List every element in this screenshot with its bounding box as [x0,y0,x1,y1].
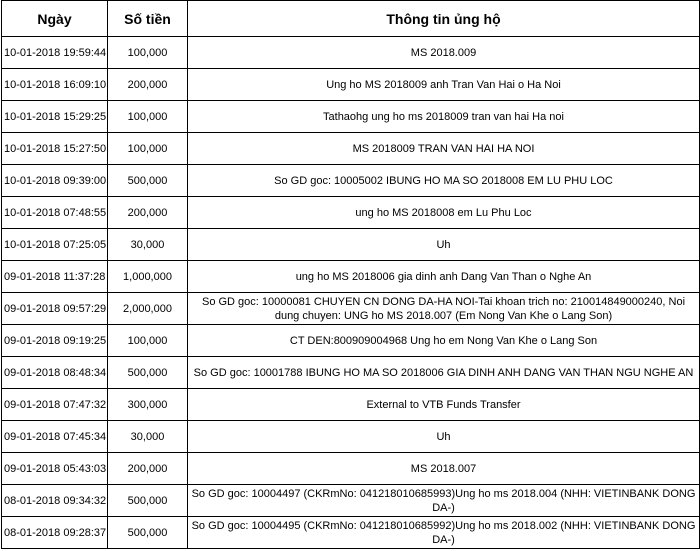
cell-date: 09-01-2018 05:43:03 [2,453,108,485]
table-row [2,133,700,165]
cell-amount: 30,000 [108,229,188,261]
cell-date: 10-01-2018 15:27:50 [2,133,108,165]
cell-date: 09-01-2018 07:45:34 [2,421,108,453]
cell-info: CT DEN:800909004968 Ung ho em Nong Van Khe o Lang Son [188,325,700,357]
cell-info: Tathaohg ung ho ms 2018009 tran van hai Ha noi [188,101,700,133]
donation-table [1,0,700,549]
cell-date: 10-01-2018 15:29:25 [2,101,108,133]
cell-amount: 100,000 [108,325,188,357]
cell-info: External to VTB Funds Transfer [188,389,700,421]
cell-amount: 100,000 [108,133,188,165]
table-row [2,293,700,325]
table-row [2,197,700,229]
cell-info: So GD goc: 10000081 CHUYEN CN DONG DA-HA NOI-Tai khoan trich no: 210014849000240, Noi dung chuyen: UNG ho MS 2018.007 (Em Nong Van Khe o Lang Son) [188,293,700,325]
cell-date: 09-01-2018 09:57:29 [2,293,108,325]
table-body [2,37,700,549]
cell-info: So GD goc: 10004497 (CKRmNo: 041218010685993)Ung ho ms 2018.004 (NHH: VIETINBANK DONG DA-) [188,485,700,517]
cell-info: So GD goc: 10001788 IBUNG HO MA SO 2018006 GIA DINH ANH DANG VAN THAN NGU NGHE AN [188,357,700,389]
cell-info: MS 2018009 TRAN VAN HAI HA NOI [188,133,700,165]
table-row [2,453,700,485]
cell-amount: 200,000 [108,197,188,229]
cell-amount: 500,000 [108,485,188,517]
table-row [2,69,700,101]
header-amount: Số tiền [108,1,188,37]
table-row [2,37,700,69]
cell-amount: 2,000,000 [108,293,188,325]
table-row [2,517,700,549]
table-row [2,485,700,517]
cell-date: 09-01-2018 09:19:25 [2,325,108,357]
cell-amount: 500,000 [108,357,188,389]
cell-info: ung ho MS 2018006 gia dinh anh Dang Van Than o Nghe An [188,261,700,293]
cell-date: 10-01-2018 16:09:10 [2,69,108,101]
cell-amount: 30,000 [108,421,188,453]
table-row [2,357,700,389]
cell-date: 09-01-2018 08:48:34 [2,357,108,389]
header-info: Thông tin ủng hộ [188,1,700,37]
cell-info: Uh [188,229,700,261]
cell-date: 10-01-2018 19:59:44 [2,37,108,69]
cell-date: 09-01-2018 07:47:32 [2,389,108,421]
cell-amount: 300,000 [108,389,188,421]
cell-amount: 200,000 [108,453,188,485]
cell-info: MS 2018.009 [188,37,700,69]
cell-info: MS 2018.007 [188,453,700,485]
table-row [2,101,700,133]
table-row [2,165,700,197]
table-row [2,389,700,421]
cell-info: Uh [188,421,700,453]
cell-amount: 200,000 [108,69,188,101]
table-row [2,229,700,261]
table-row [2,261,700,293]
cell-date: 09-01-2018 11:37:28 [2,261,108,293]
cell-date: 08-01-2018 09:34:32 [2,485,108,517]
cell-info: ung ho MS 2018008 em Lu Phu Loc [188,197,700,229]
cell-date: 10-01-2018 07:48:55 [2,197,108,229]
cell-amount: 500,000 [108,517,188,549]
cell-amount: 1,000,000 [108,261,188,293]
cell-amount: 100,000 [108,37,188,69]
header-row [2,1,700,37]
cell-info: So GD goc: 10005002 IBUNG HO MA SO 2018008 EM LU PHU LOC [188,165,700,197]
cell-info: Ung ho MS 2018009 anh Tran Van Hai o Ha Noi [188,69,700,101]
table-row [2,325,700,357]
cell-amount: 100,000 [108,101,188,133]
cell-date: 10-01-2018 07:25:05 [2,229,108,261]
table-row [2,421,700,453]
cell-info: So GD goc: 10004495 (CKRmNo: 041218010685992)Ung ho ms 2018.002 (NHH: VIETINBANK DONG DA-) [188,517,700,549]
cell-date: 08-01-2018 09:28:37 [2,517,108,549]
cell-date: 10-01-2018 09:39:00 [2,165,108,197]
header-date: Ngày [2,1,108,37]
cell-amount: 500,000 [108,165,188,197]
